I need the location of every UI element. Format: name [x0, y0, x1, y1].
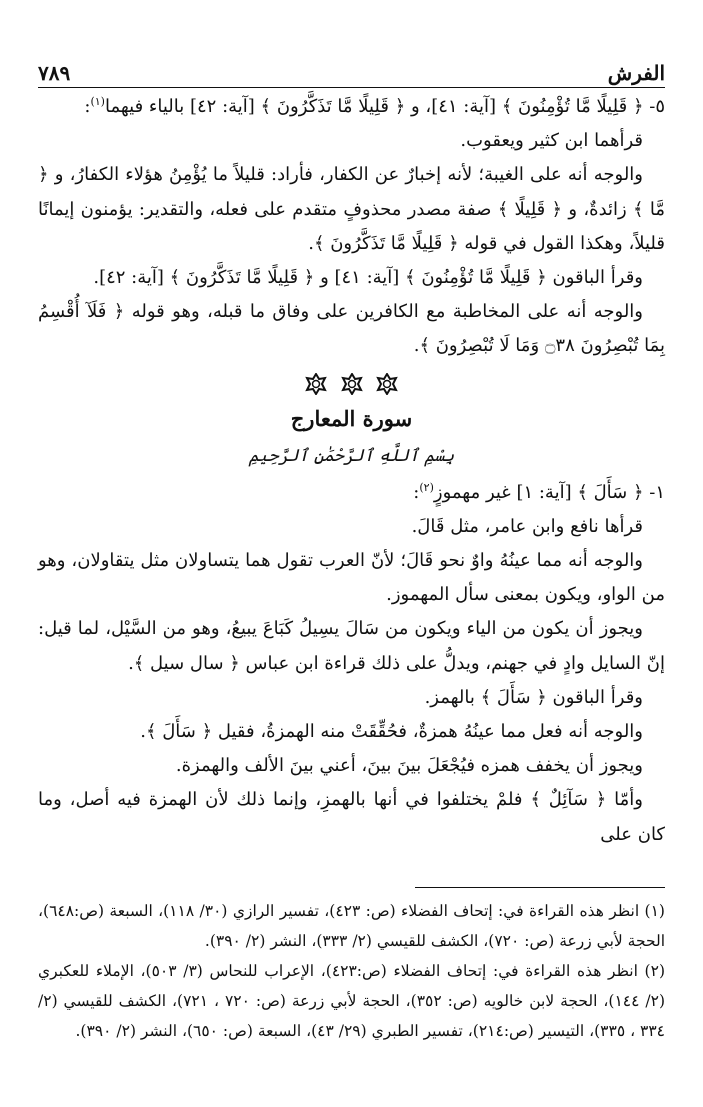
paragraph: وقرأ الباقون ﴿ قَلِيلًا مَّا تُؤْمِنُونَ ﴾ [آية: ٤١] و ﴿ قَلِيلًا مَّا تَذَكَّرُونَ ﴾ [آية: ٤٢]. — [93, 267, 643, 289]
footnote-1: (١) انظر هذه القراءة في: إتحاف الفضلاء (ص: ٤٢٣)، تفسير الرازي (٣٠/ ١١٨)، السبعة (ص:٦٤٨)، الحجة لأبي زرعة (ص: ٧٢٠)، الكشف للقيسي (٢/ ٣٣٣)، النشر (٢/ ٣٩٠). — [38, 902, 665, 950]
footnote-divider — [415, 887, 665, 888]
star-ornament-icon — [305, 373, 327, 395]
footnote-ref-1: (١) — [90, 95, 105, 108]
main-text — [38, 90, 665, 852]
entry-1-colon: : — [413, 481, 420, 503]
paragraph: والوجه أنه فعل مما عينُهُ همزةٌ، فحُقِّقَتْ منه الهمزةُ، فقيل ﴿ سَأَلَ ﴾. — [140, 721, 643, 743]
running-head: الفرش — [607, 61, 665, 85]
entry-5-text: ٥- ﴿ قَلِيلًا مَّا تُؤْمِنُونَ ﴾ [آية: ٤١]، و ﴿ قَلِيلًا مَّا تَذَكَّرُونَ ﴾ [آية: ٤٢] بالياء فيهما — [104, 96, 665, 117]
paragraph: ويجوز أن يكون من الياء ويكون من سَالَ يسِيلُ كَبَاعَ يبيعُ، وهو من السَّيْل، لما قيل: إنّ السايل وادٍ في جهنم، ويدلُّ على ذلك قراءة ابن عباس ﴿ سال سيل ﴾. — [38, 618, 665, 674]
page-header — [38, 54, 665, 88]
paragraph: قرأهما ابن كثير ويعقوب. — [460, 130, 643, 152]
paragraph: وأمّا ﴿ سَآئِلٌ ﴾ فلمْ يختلفوا في أنها بالهمزِ، وإنما ذلك لأن الهمزة فيه أصل، وما كان على — [38, 789, 665, 845]
footnote-ref-2: (٢) — [419, 480, 434, 494]
footnote-2: (٢) انظر هذه القراءة في: إتحاف الفضلاء (ص:٤٢٣)، الإعراب للنحاس (٣/ ٥٠٣)، الإملاء للعكبري (٢/ ١٤٤)، الحجة لابن خالويه (ص: ٣٥٢)، الحجة لأبي زرعة (ص: ٧٢٠ ، ٧٢١)، الكشف للقيسي (٢/ ٣٣٤ ، ٣٣٥)، التيسير (ص:٢١٤)، تفسير الطبري (٢٩/ ٤٣)، السبعة (ص: ٦٥٠)، النشر (٢/ ٣٩٠). — [38, 962, 666, 1040]
paragraph: وقرأ الباقون ﴿ سَأَلَ ﴾ بالهمز. — [424, 686, 643, 708]
surah-title: سورة المعارج — [290, 405, 413, 431]
page-number: ٧٨٩ — [38, 61, 71, 85]
star-ornament-icon — [341, 373, 363, 395]
entry-1-heading — [38, 476, 665, 510]
basmala-calligraphy: بِسْمِ ٱللَّهِ ٱلرَّحْمَٰنِ ٱلرَّحِيمِ — [248, 445, 455, 466]
entry-5-heading — [38, 90, 665, 124]
paragraph: قرأها نافع وابن عامر، مثل قَالَ. — [411, 515, 643, 537]
star-ornament-icon — [376, 373, 398, 395]
paragraph: والوجه أنه على الغيبة؛ لأنه إخبارٌ عن الكفار، فأراد: قليلاً ما يُؤْمِنُ هؤلاء الكفارُ، و ﴿ مَّا ﴾ زائدةٌ، و ﴿ قَلِيلًا ﴾ صفة مصدر محذوفٍ متقدم على فعله، والتقدير: يؤمنون إيمانًا قليلاً، وهكذا القول في قوله ﴿ قَلِيلًا مَّا تَذَكَّرُونَ ﴾. — [38, 164, 665, 254]
entry-5-colon: : — [84, 96, 91, 117]
paragraph: ويجوز أن يخفف همزه فيُجْعَلَ بينَ بينَ، أعني بينَ الألف والهمزة. — [175, 755, 643, 777]
entry-1-text: ١- ﴿ سَأَلَ ﴾ [آية: ١] غير مهموزٍ — [433, 481, 665, 503]
footnotes — [38, 896, 665, 1046]
paragraph: والوجه أنه على المخاطبة مع الكافرين على وفاق ما قبله، وهو قوله ﴿ فَلَآ أُقْسِمُ بِمَا تُبْصِرُونَ ۝٣٨ وَمَا لَا تُبْصِرُونَ ﴾. — [38, 301, 665, 357]
paragraph: والوجه أنه مما عينُهُ واوٌ نحو قَالَ؛ لأنّ العرب تقول هما يتساولان مثل يتقاولان، وهو من الواو، ويكون بمعنى سأل المهموز. — [38, 550, 665, 606]
section-ornament — [38, 366, 665, 402]
